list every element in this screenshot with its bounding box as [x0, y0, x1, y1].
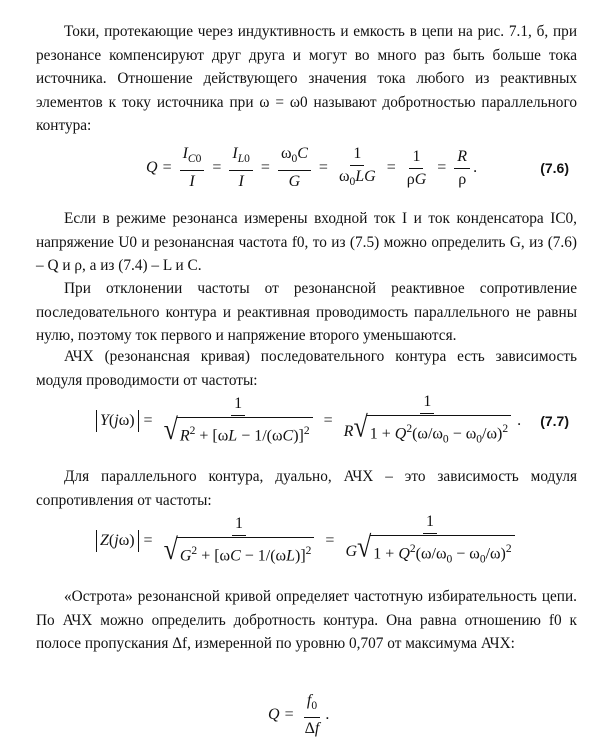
formula-7-6-expression: Q = $\frac{I_{C0}}{I}$ = $\frac{I_{L0}}{I}$ = $\frac{\omega_0C}{G}$ = $\frac{1}{\omega_0LG}$ = $\frac{1}{\rho G}$ = $\frac{R}{\rho}$ . — [146, 144, 478, 191]
formula-q-bandwidth-expression: Q = $\frac{f_0}{\Delta f}$ . — [268, 691, 330, 738]
formula-7-7 — [36, 393, 577, 449]
p1-text: Токи, протекающие через индуктивность и емкость в цепи на рис. 7.1, б, при резонансе компенсируют друг друга и могут во много раз быть больше тока источника. Отношение действующего значения тока любого из реактивных элементов к току источника при ω = ω0 называют добротностью параллельного контура: — [36, 23, 577, 134]
paragraph-measurements — [36, 207, 577, 278]
formula-7-6 — [36, 140, 577, 196]
p2-text: Если в режиме резонанса измерены входной ток I и ток конденсатора IC0, напряжение U0 и резонансная частота f0, то из (7.5) можно определить G, из (7.6) – Q и ρ, а из (7.4) – L и C. — [36, 210, 577, 274]
formula-z-expression: Z(jω) = 1 √ $G^2 + [\omega C - 1/(\omega L)]^2$ = 1 G √ $1 + Q^2(\omega/\omega_0 - \omega_0/\omega)^2$ — [96, 513, 521, 569]
paragraph-series-afc — [36, 345, 577, 392]
paragraph-detuning — [36, 277, 577, 348]
p5-text: Для параллельного контура, дуально, АЧХ – это зависимость модуля сопротивления от частоты: — [36, 468, 577, 509]
formula-7-7-expression: Y(jω) = 1 √ $R^2 + [\omega L - 1/(\omega C)]^2$ = 1 R √ $1 + Q^2(\omega/\omega_0 - \omega_0/\omega)^2$ . — [96, 393, 521, 449]
paragraph-q-factor-intro — [36, 20, 577, 138]
p4-text: АЧХ (резонансная кривая) последовательного контура есть зависимость модуля проводимости от частоты: — [36, 348, 577, 389]
p6-text: «Острота» резонансной кривой определяет частотную избирательность цепи. По АЧХ можно определить добротность контура. Она равна отношению f0 к полосе пропускания Δf, измеренной по уровню 0,707 от максимума АЧХ: — [36, 588, 577, 652]
paragraph-sharpness — [36, 585, 577, 656]
p3-text: При отклонении частоты от резонансной реактивное сопротивление последовательного контура и реактивная проводимость параллельного не равны нулю, поэтому ток первого и напряжение второго уменьшаются. — [36, 280, 577, 344]
paragraph-parallel-afc — [36, 465, 577, 512]
equation-number-7-7: (7.7) — [540, 413, 569, 429]
formula-q-bandwidth — [36, 688, 577, 742]
formula-z-modulus — [36, 513, 577, 569]
equation-number-7-6: (7.6) — [540, 160, 569, 176]
